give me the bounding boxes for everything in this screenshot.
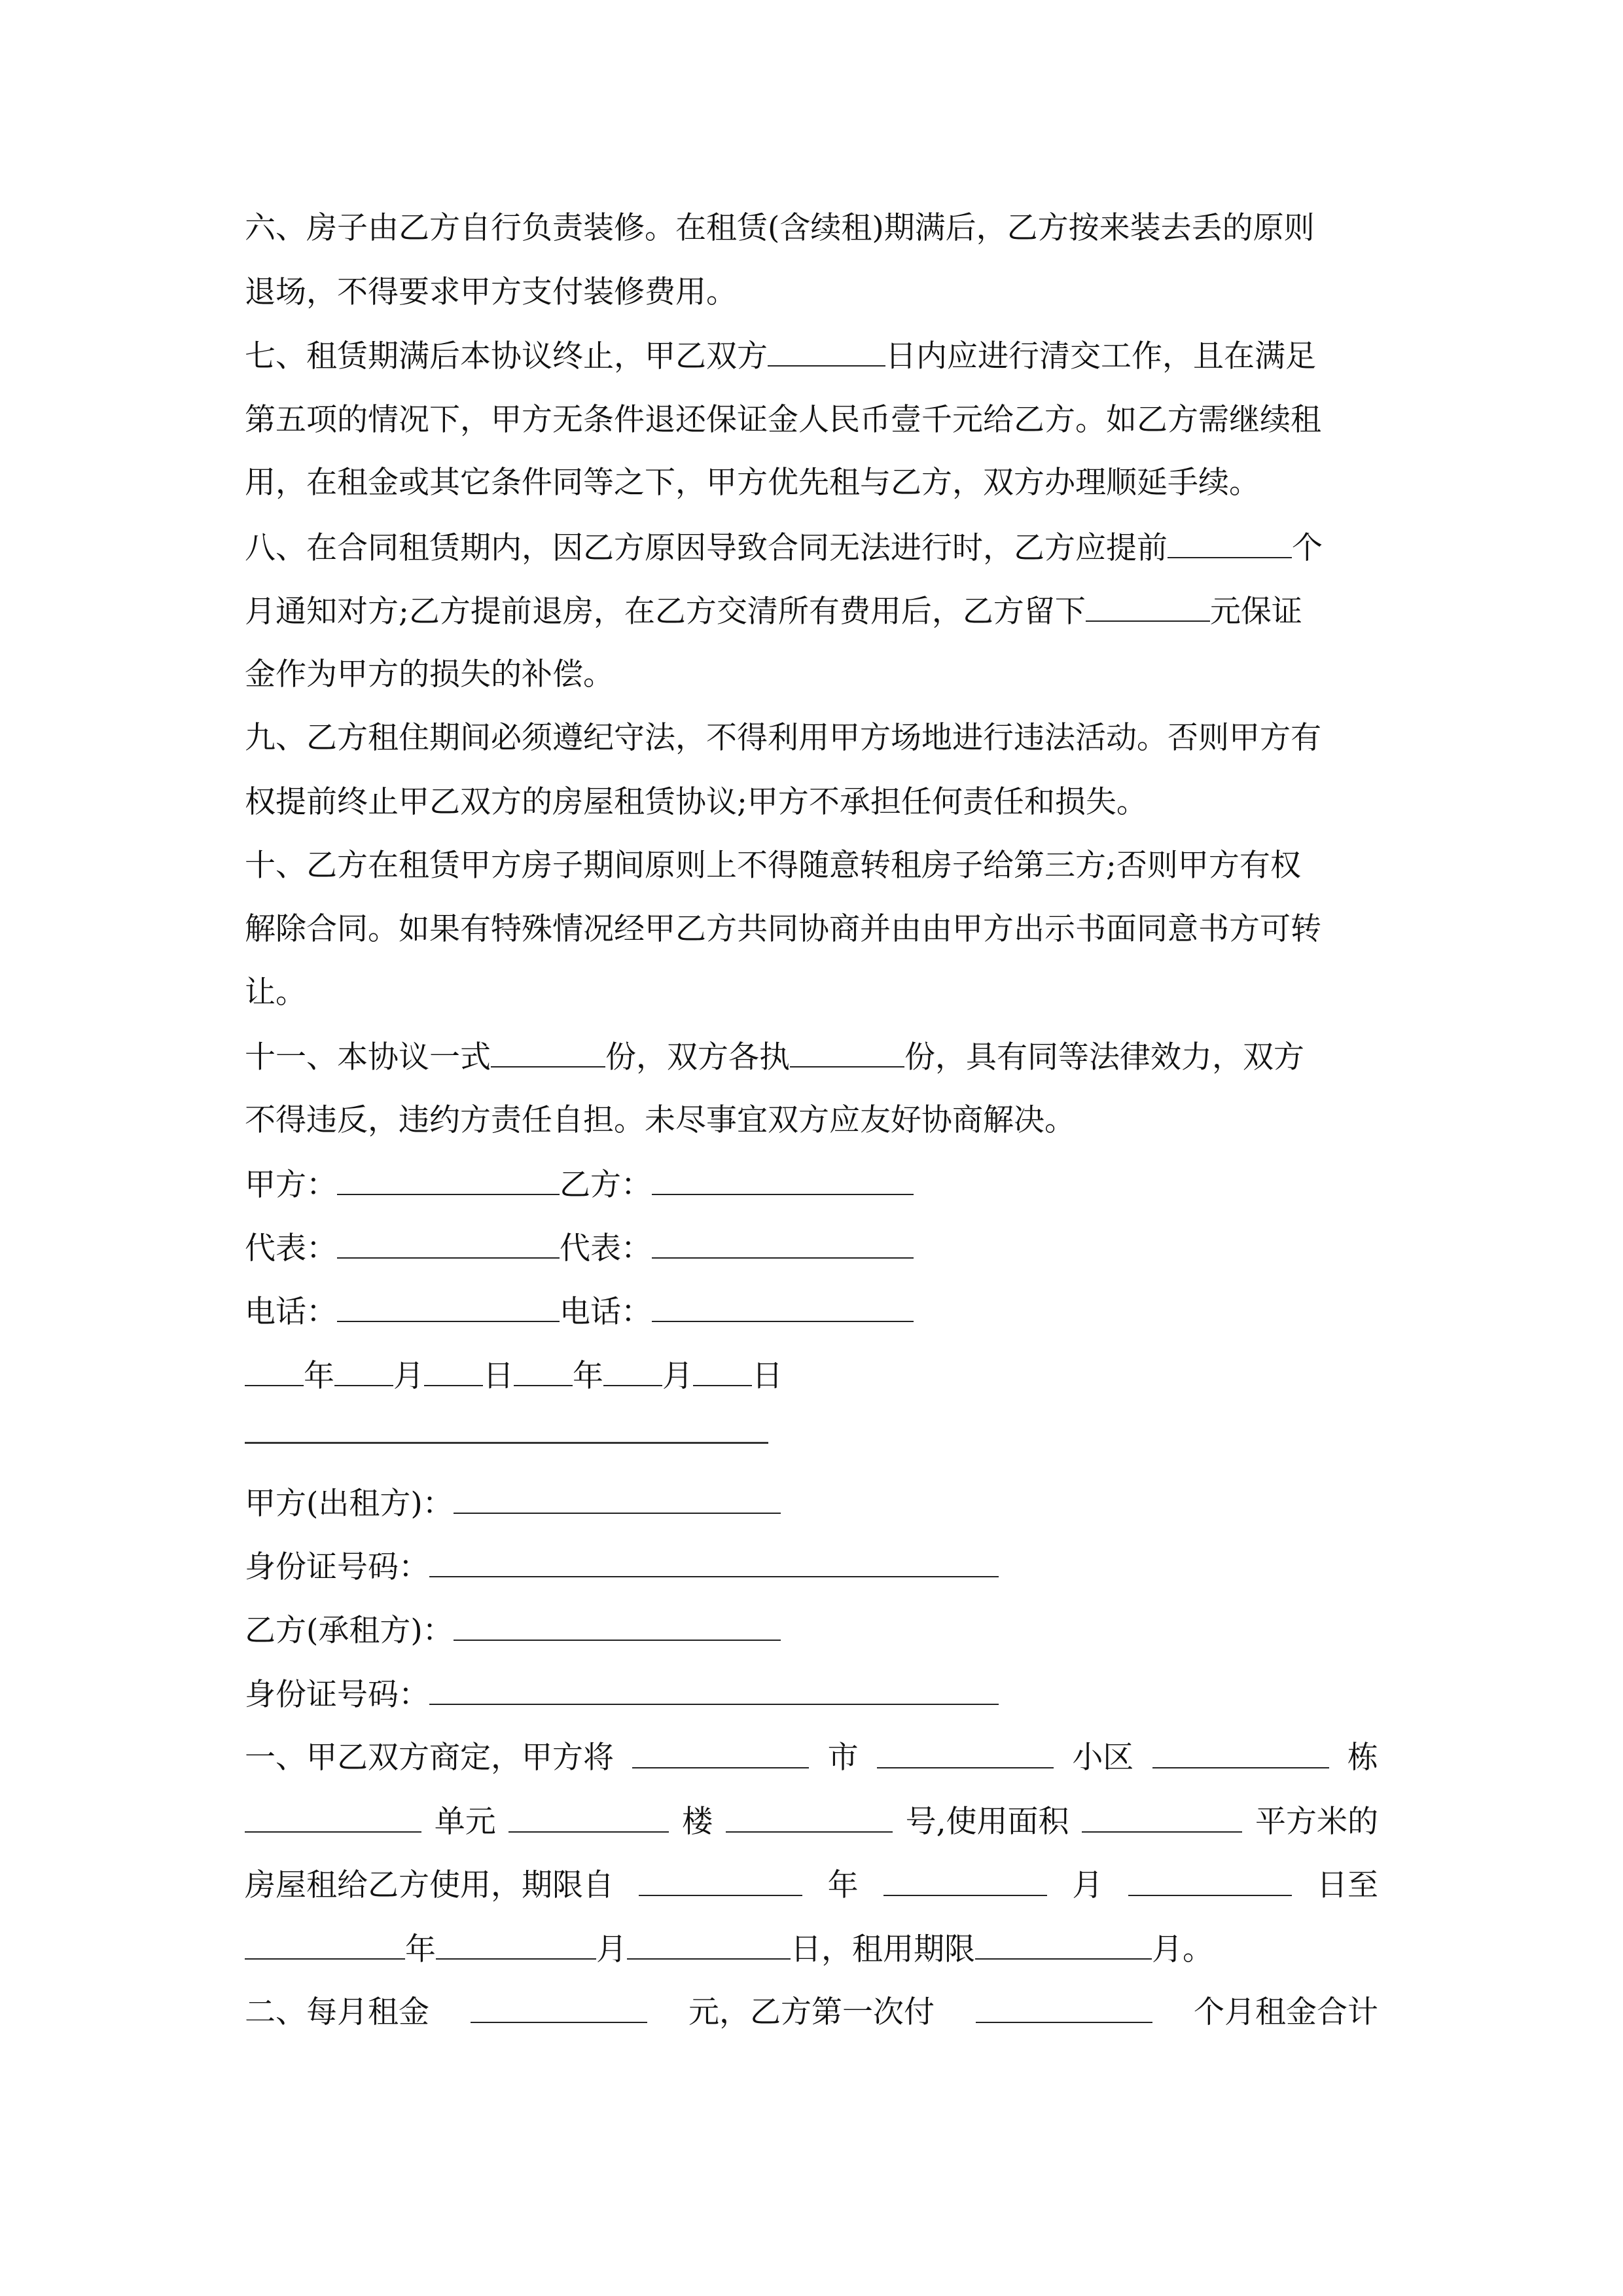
lease-term-blank[interactable]: [975, 1929, 1152, 1960]
deposit-amount-blank[interactable]: [1086, 592, 1210, 622]
phone-a-field[interactable]: [337, 1292, 560, 1322]
s1-l1-t2: 小区: [1072, 1740, 1134, 1776]
lessor-id-row: [245, 1547, 1378, 1587]
party-a-field[interactable]: [337, 1165, 560, 1195]
clause-6-line-1: 六、房子由乙方自行负责装修。在租赁(含续租)期满后，乙方按来装去丢的原则: [245, 210, 1315, 246]
month-b-label: 月: [662, 1358, 693, 1394]
end-month-blank[interactable]: [436, 1929, 596, 1960]
clause-8-line-3: 金作为甲方的损失的补偿。: [245, 656, 614, 692]
clause-8-text-a: 八、在合同租赁期内，因乙方原因导致合同无法进行时，乙方应提前: [245, 530, 1168, 566]
month-b-blank[interactable]: [603, 1356, 662, 1386]
signature-date-row: [245, 1356, 1378, 1395]
notice-months-blank[interactable]: [1168, 528, 1292, 558]
s1-l4-t3: 月。: [1152, 1931, 1213, 1967]
clause-8-text-b: 个: [1292, 530, 1323, 566]
clause-10-line-2: 解除合同。如果有特殊情况经甲乙方共同协商并由由甲方出示书面同意书方可转: [245, 911, 1321, 947]
section-1-line-2: [245, 1803, 1378, 1842]
first-payment-months-blank[interactable]: [976, 1993, 1152, 2023]
section-1-line-4: [245, 1929, 1378, 1969]
floor-blank[interactable]: [508, 1803, 669, 1833]
s1-l3-t3: 日至: [1316, 1867, 1378, 1903]
signature-parties-row: [245, 1165, 1378, 1204]
clause-7-line-3: 用，在租金或其它条件同等之下，甲方优先租与乙方，双方办理顺延手续。: [245, 465, 1260, 501]
s1-l2-t0: 单元: [434, 1804, 496, 1840]
start-day-blank[interactable]: [1128, 1866, 1292, 1896]
day-b-blank[interactable]: [693, 1356, 752, 1386]
lessee-row: [245, 1611, 1378, 1650]
room-number-blank[interactable]: [726, 1803, 893, 1833]
day-b-label: 日: [752, 1358, 783, 1394]
days-blank[interactable]: [768, 336, 885, 367]
lessor-field[interactable]: [454, 1484, 781, 1514]
rep-a-field[interactable]: [337, 1229, 560, 1259]
clause-9-line-2: 权提前终止甲乙双方的房屋租赁协议;甲方不承担任何责任和损失。: [245, 784, 1147, 820]
party-a-label: 甲方：: [245, 1167, 337, 1203]
year-b-label: 年: [573, 1358, 603, 1394]
clause-7-line-1: [245, 336, 1378, 376]
s2-l1-t1: 元，乙方第一次付: [688, 1994, 935, 2030]
phone-b-field[interactable]: [652, 1292, 914, 1322]
section-1-line-3: [245, 1866, 1378, 1905]
lessee-label: 乙方(承租方)：: [245, 1613, 454, 1649]
s1-l4-t1: 月: [596, 1931, 627, 1967]
copies-blank[interactable]: [491, 1037, 605, 1067]
start-year-blank[interactable]: [639, 1866, 802, 1896]
lessee-id-label: 身份证号码：: [245, 1677, 429, 1713]
end-year-blank[interactable]: [245, 1929, 405, 1960]
clause-8-text-d: 元保证: [1209, 594, 1302, 630]
s2-l1-t2: 个月租金合计: [1194, 1994, 1378, 2030]
start-month-blank[interactable]: [883, 1866, 1047, 1896]
clause-11-line-2: 不得违反，违约方责任自担。未尽事宜双方应友好协商解决。: [245, 1102, 1075, 1138]
lessee-field[interactable]: [454, 1611, 781, 1641]
s1-l2-t3: 平方米的: [1255, 1804, 1378, 1840]
section-1-line-1: [245, 1738, 1378, 1778]
monthly-rent-blank[interactable]: [471, 1993, 647, 2023]
lessor-label: 甲方(出租方)：: [245, 1486, 454, 1522]
clause-8-line-2: [245, 592, 1378, 631]
s1-l4-t0: 年: [405, 1931, 436, 1967]
community-blank[interactable]: [877, 1738, 1054, 1768]
rep-a-label: 代表：: [245, 1230, 337, 1266]
year-a-label: 年: [304, 1358, 334, 1394]
clause-9-line-1: 九、乙方租住期间必须遵纪守法，不得利用甲方场地进行违法活动。否则甲方有: [245, 720, 1321, 756]
month-a-label: 月: [393, 1358, 424, 1394]
lessor-id-field[interactable]: [429, 1547, 999, 1577]
s2-l1-t0: 二、每月租金: [245, 1994, 429, 2030]
clause-7-text-a: 七、租赁期满后本协议终止，甲乙双方: [245, 338, 768, 374]
s1-l3-t1: 年: [827, 1867, 859, 1903]
s1-l1-t0: 一、甲乙双方商定，甲方将: [245, 1740, 614, 1776]
phone-b-label: 电话：: [560, 1294, 652, 1330]
unit-blank[interactable]: [245, 1803, 421, 1833]
s1-l2-t2: 号,使用面积: [905, 1804, 1069, 1840]
clause-7-line-2: 第五项的情况下，甲方无条件退还保证金人民币壹千元给乙方。如乙方需继续租: [245, 402, 1321, 438]
phone-a-label: 电话：: [245, 1294, 337, 1330]
month-a-blank[interactable]: [334, 1356, 393, 1386]
rep-b-field[interactable]: [652, 1229, 914, 1259]
signature-rep-row: [245, 1229, 1378, 1268]
section-divider: [245, 1442, 768, 1444]
year-b-blank[interactable]: [514, 1356, 573, 1386]
building-blank[interactable]: [1152, 1738, 1329, 1768]
clause-6-line-2: 退场，不得要求甲方支付装修费用。: [245, 274, 737, 310]
s1-l1-t3: 栋: [1347, 1740, 1378, 1776]
clause-8-text-c: 月通知对方;乙方提前退房，在乙方交清所有费用后，乙方留下: [245, 594, 1086, 630]
clause-11-line-1: [245, 1037, 1378, 1077]
clause-10-line-1: 十、乙方在租赁甲方房子期间原则上不得随意转租房子给第三方;否则甲方有权: [245, 848, 1301, 884]
clause-11-text-a: 十一、本协议一式: [245, 1039, 491, 1075]
s1-l3-t2: 月: [1072, 1867, 1103, 1903]
s1-l2-t1: 楼: [682, 1804, 713, 1840]
city-blank[interactable]: [632, 1738, 809, 1768]
clause-11-text-c: 份，具有同等法律效力，双方: [904, 1039, 1304, 1075]
lessor-id-label: 身份证号码：: [245, 1549, 429, 1585]
s1-l4-t2: 日，租用期限: [791, 1931, 975, 1967]
lessor-row: [245, 1484, 1378, 1523]
end-day-blank[interactable]: [627, 1929, 791, 1960]
area-blank[interactable]: [1082, 1803, 1242, 1833]
s1-l3-t0: 房屋租给乙方使用，期限自: [245, 1867, 614, 1903]
clause-11-text-b: 份，双方各执: [605, 1039, 790, 1075]
day-a-label: 日: [483, 1358, 514, 1394]
rep-b-label: 代表：: [560, 1230, 652, 1266]
party-b-label: 乙方：: [560, 1167, 652, 1203]
party-b-field[interactable]: [652, 1165, 914, 1195]
clause-7-text-b: 日内应进行清交工作，且在满足: [885, 338, 1316, 374]
year-a-blank[interactable]: [245, 1356, 304, 1386]
copies-each-blank[interactable]: [790, 1037, 904, 1067]
lessee-id-row: [245, 1675, 1378, 1714]
day-a-blank[interactable]: [424, 1356, 483, 1386]
lessee-id-field[interactable]: [429, 1675, 999, 1705]
signature-phone-row: [245, 1292, 1378, 1331]
clause-10-line-3: 让。: [245, 975, 306, 1011]
section-2-line-1: [245, 1993, 1378, 2032]
s1-l1-t1: 市: [827, 1740, 859, 1776]
clause-8-line-1: [245, 528, 1378, 567]
